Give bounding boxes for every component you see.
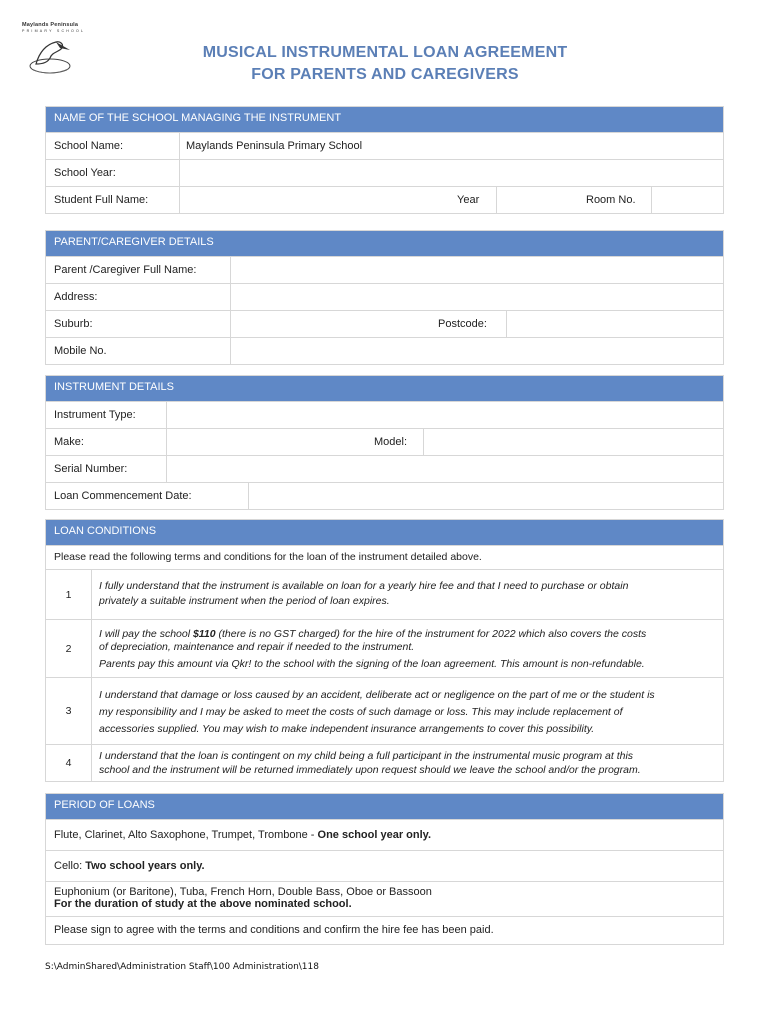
make-row xyxy=(45,429,724,456)
postcode-label: Postcode: xyxy=(438,318,487,330)
instrument-type-row xyxy=(45,402,724,429)
student-name-field[interactable] xyxy=(179,187,445,213)
school-name-label: School Name: xyxy=(54,140,124,152)
logo-name: Maylands Peninsula xyxy=(22,22,79,28)
address-label: Address: xyxy=(54,291,98,303)
serial-field[interactable] xyxy=(166,456,723,482)
file-path-footer: S:\AdminShared\Administration Staff\100 Administration\118 xyxy=(45,962,319,972)
room-label: Room No. xyxy=(586,194,636,206)
condition-text: of depreciation, maintenance and repair if needed to the instrument. xyxy=(99,641,415,653)
parent-name-label: Parent /Caregiver Full Name: xyxy=(54,264,197,276)
parent-section xyxy=(45,230,724,365)
instrument-type-label: Instrument Type: xyxy=(54,409,136,421)
period-row-two-years xyxy=(45,851,724,882)
condition-text: I will pay the school xyxy=(99,628,193,640)
condition-text: accessories supplied. You may wish to make independent insurance arrangements to cover this possibility. xyxy=(99,723,595,735)
page-subtitle: FOR PARENTS AND CAREGIVERS xyxy=(251,66,519,83)
parent-name-row xyxy=(45,257,724,284)
period-duration: One school year only. xyxy=(317,829,432,841)
suburb-label: Suburb: xyxy=(54,318,93,330)
condition-text: (there is no GST charged) for the hire of the instrument for 2022 which also covers the costs xyxy=(215,628,647,640)
postcode-field[interactable] xyxy=(506,311,723,337)
mobile-row xyxy=(45,338,724,365)
address-field[interactable] xyxy=(230,284,723,310)
school-section-header: NAME OF THE SCHOOL MANAGING THE INSTRUMENT xyxy=(45,106,724,133)
student-row xyxy=(45,187,724,214)
school-year-label: School Year: xyxy=(54,167,116,179)
suburb-row xyxy=(45,311,724,338)
period-row-duration xyxy=(45,882,724,917)
sign-agreement-note: Please sign to agree with the terms and conditions and confirm the hire fee has been paid. xyxy=(45,917,724,945)
commencement-label: Loan Commencement Date: xyxy=(54,490,192,502)
period-section-header: PERIOD OF LOANS xyxy=(45,793,724,820)
conditions-section xyxy=(45,519,724,782)
year-label: Year xyxy=(457,194,480,206)
condition-text: I understand that the loan is contingent on my child being a full participant in the instrumental music program at this xyxy=(99,750,634,762)
make-label: Make: xyxy=(54,436,84,448)
parent-section-header: PARENT/CAREGIVER DETAILS xyxy=(45,230,724,257)
period-section xyxy=(45,793,724,945)
period-duration: Two school years only. xyxy=(85,860,205,872)
condition-number: 4 xyxy=(46,745,92,781)
logo-subtitle: PRIMARY SCHOOL xyxy=(22,29,86,33)
condition-text: my responsibility and I may be asked to meet the costs of such damage or loss. This may include replacement of xyxy=(99,706,623,718)
instrument-type-field[interactable] xyxy=(166,402,723,428)
hire-fee: $110 xyxy=(192,628,216,640)
parent-name-field[interactable] xyxy=(230,257,723,283)
condition-item xyxy=(45,745,724,782)
commencement-field[interactable] xyxy=(248,483,723,509)
condition-item xyxy=(45,570,724,620)
school-year-field[interactable] xyxy=(179,160,723,186)
model-label: Model: xyxy=(374,436,408,448)
school-name-value: Maylands Peninsula Primary School xyxy=(186,140,363,152)
mobile-field[interactable] xyxy=(230,338,723,364)
conditions-intro: Please read the following terms and conditions for the loan of the instrument detailed above. xyxy=(45,546,724,570)
condition-text: I understand that damage or loss caused by an accident, deliberate act or negligence on the part of me or the student is xyxy=(99,689,655,701)
address-row xyxy=(45,284,724,311)
model-field[interactable] xyxy=(423,429,723,455)
condition-number: 1 xyxy=(46,570,92,619)
serial-row xyxy=(45,456,724,483)
period-instruments: Flute, Clarinet, Alto Saxophone, Trumpet, Trombone - xyxy=(54,829,318,841)
condition-item xyxy=(45,620,724,678)
year-field[interactable] xyxy=(496,187,579,213)
condition-text: I fully understand that the instrument is available on loan for a yearly hire fee and that I need to purchase or obtain xyxy=(99,580,629,592)
school-name-row xyxy=(45,133,724,160)
condition-number: 3 xyxy=(46,678,92,744)
school-section xyxy=(45,106,724,214)
period-row-one-year xyxy=(45,820,724,851)
period-instruments: Cello: xyxy=(54,860,86,872)
make-field[interactable] xyxy=(166,429,367,455)
period-instruments: Euphonium (or Baritone), Tuba, French Horn, Double Bass, Oboe or Bassoon xyxy=(54,886,432,898)
condition-text: school and the instrument will be returned immediately upon request should we leave the school and/or the program. xyxy=(99,764,641,776)
school-name-field[interactable] xyxy=(179,133,723,159)
student-name-label: Student Full Name: xyxy=(54,194,149,206)
condition-text: privately a suitable instrument when the period of loan expires. xyxy=(99,595,390,607)
school-year-row xyxy=(45,160,724,187)
mobile-label: Mobile No. xyxy=(54,345,107,357)
condition-item xyxy=(45,678,724,745)
conditions-section-header: LOAN CONDITIONS xyxy=(45,519,724,546)
instrument-section xyxy=(45,375,724,510)
room-field[interactable] xyxy=(651,187,723,213)
period-duration: For the duration of study at the above nominated school. xyxy=(54,898,352,910)
page-title: MUSICAL INSTRUMENTAL LOAN AGREEMENT xyxy=(202,44,568,61)
suburb-field[interactable] xyxy=(230,311,431,337)
condition-text: Parents pay this amount via Qkr! to the school with the signing of the loan agreement. This amount is non-refundable. xyxy=(99,658,645,670)
instrument-section-header: INSTRUMENT DETAILS xyxy=(45,375,724,402)
commencement-row xyxy=(45,483,724,510)
condition-number: 2 xyxy=(46,620,92,677)
serial-label: Serial Number: xyxy=(54,463,128,475)
